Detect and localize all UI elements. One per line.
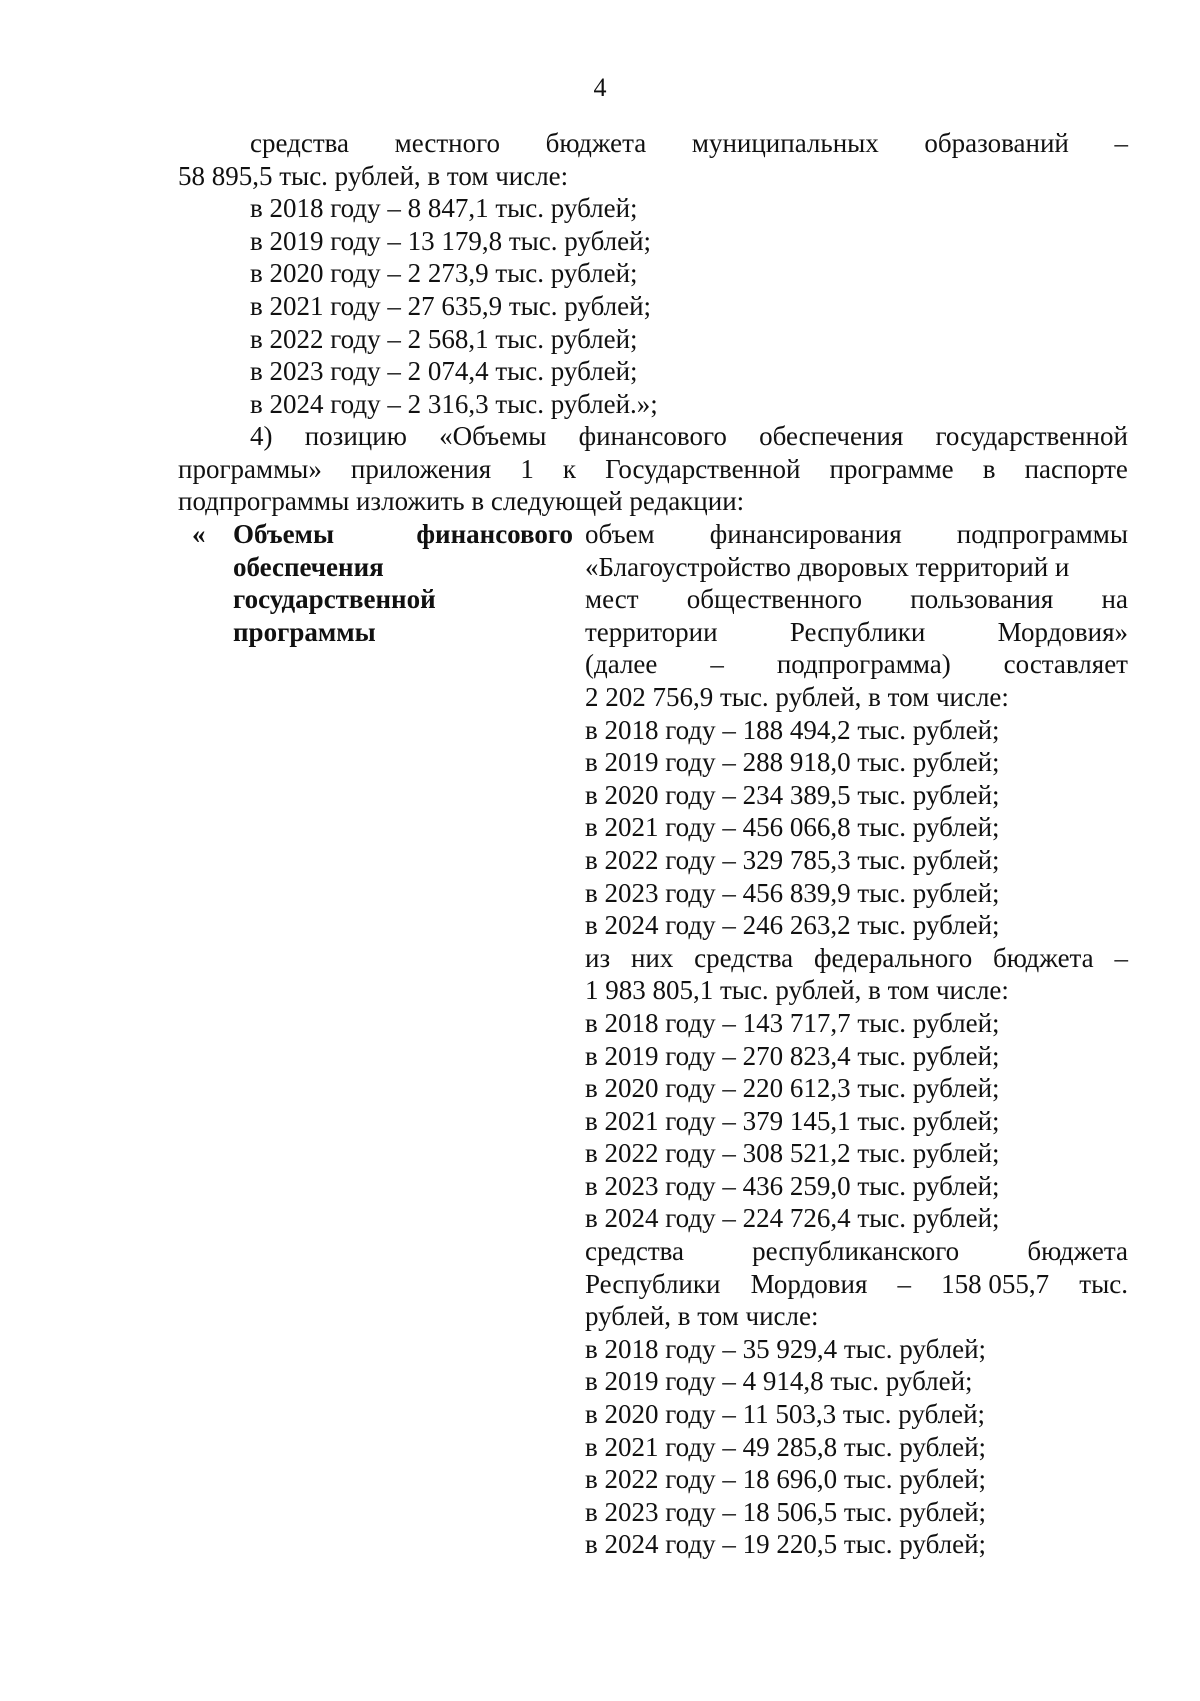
justified-line (233, 518, 573, 551)
word: финансирования (709, 519, 902, 549)
word: объем (585, 519, 655, 549)
text-line: обеспечения (233, 551, 384, 582)
justified-line (585, 583, 1128, 616)
word: программы» (178, 453, 322, 484)
opening-quote: « (192, 519, 206, 549)
word: средства (694, 942, 794, 973)
text-line: в 2019 году – 288 918,0 тыс. рублей; (585, 747, 1000, 778)
word: паспорте (1024, 453, 1128, 484)
text-line: в 2023 году – 18 506,5 тыс. рублей; (585, 1496, 987, 1527)
text-line: 2 202 756,9 тыс. рублей, в том числе: (585, 681, 1009, 712)
word: Мордовия» (997, 616, 1128, 647)
justified-line (585, 1268, 1128, 1301)
word: «Объемы (439, 421, 547, 451)
text-line: в 2020 году – 234 389,5 тыс. рублей; (585, 779, 1000, 810)
year-line: в 2022 году – 2 568,1 тыс. рублей; (250, 323, 638, 354)
page-number: 4 (593, 73, 607, 102)
word: позицию (304, 421, 407, 451)
text-line: в 2018 году – 35 929,4 тыс. рублей; (585, 1333, 987, 1364)
word: к (562, 453, 577, 484)
word: Государственной (605, 453, 801, 484)
word: Республики (789, 616, 926, 647)
word: средства (250, 128, 350, 158)
word: финансового (578, 421, 727, 451)
text-line: в 2022 году – 308 521,2 тыс. рублей; (585, 1138, 1000, 1169)
text-line: государственной (233, 584, 436, 615)
text-line: программы (233, 616, 376, 647)
item-4-paragraph (178, 420, 1128, 518)
word: тыс. (1079, 1268, 1128, 1299)
text-line: в 2021 году – 456 066,8 тыс. рублей; (585, 812, 1000, 843)
word: в (982, 453, 996, 484)
word: Республики (585, 1268, 721, 1299)
year-line: в 2018 году – 8 847,1 тыс. рублей; (250, 193, 638, 224)
row-label-cell (233, 518, 573, 648)
word: составляет (1003, 649, 1128, 680)
justified-line (585, 942, 1128, 975)
word: – (1114, 942, 1128, 973)
word: бюджета (1027, 1236, 1128, 1267)
intro-paragraph (178, 127, 1128, 420)
text-line: «Благоустройство дворовых территорий и (585, 551, 1070, 582)
year-line: в 2023 году – 2 074,4 тыс. рублей; (250, 356, 638, 387)
word: финансового (416, 519, 573, 549)
word: на (1101, 584, 1128, 615)
text-line: в 2019 году – 4 914,8 тыс. рублей; (585, 1366, 973, 1397)
justified-line (585, 518, 1128, 551)
text-line: рублей, в том числе: (585, 1301, 819, 1332)
word: муниципальных (691, 128, 879, 158)
text-line: в 2022 году – 18 696,0 тыс. рублей; (585, 1464, 987, 1495)
text-line: в 2018 году – 143 717,7 тыс. рублей; (585, 1007, 1000, 1038)
justified-line (585, 1235, 1128, 1268)
text-line: в 2022 году – 329 785,3 тыс. рублей; (585, 844, 1000, 875)
text-line: в 2018 году – 188 494,2 тыс. рублей; (585, 714, 1000, 745)
word: образований (924, 128, 1069, 158)
word: территории (585, 616, 718, 647)
word: 1 (520, 453, 534, 484)
word: – (710, 649, 724, 680)
text-line: в 2020 году – 11 503,3 тыс. рублей; (585, 1399, 986, 1430)
item-4-line-1 (178, 420, 1128, 453)
word: обеспечения (759, 421, 904, 451)
word: бюджета (993, 942, 1094, 973)
word: федерального (813, 942, 973, 973)
text-line: в 2021 году – 49 285,8 тыс. рублей; (585, 1431, 987, 1462)
word: республиканского (752, 1236, 960, 1267)
word: – (897, 1268, 912, 1299)
text-line: 1 983 805,1 тыс. рублей, в том числе: (585, 975, 1009, 1006)
word: них (630, 942, 674, 973)
text-line: в 2023 году – 456 839,9 тыс. рублей; (585, 877, 1000, 908)
word: мест (585, 584, 639, 615)
word: подпрограммы (956, 519, 1128, 549)
word: 4) (250, 421, 273, 451)
text-line: в 2023 году – 436 259,0 тыс. рублей; (585, 1170, 1000, 1201)
justified-line (585, 648, 1128, 681)
text-line: в 2021 году – 379 145,1 тыс. рублей; (585, 1105, 1000, 1136)
word: Мордовия (750, 1268, 868, 1299)
justified-line (585, 616, 1128, 649)
row-value-cell (585, 518, 1128, 1561)
word: бюджета (545, 128, 647, 158)
word: Объемы (233, 519, 335, 549)
word: (далее (585, 649, 658, 680)
item-4-line-3: подпрограммы изложить в следующей редакции: (178, 486, 745, 517)
word: общественного (686, 584, 863, 615)
word: пользования (910, 584, 1054, 615)
item-4-line-2 (178, 453, 1128, 486)
word: государственной (935, 421, 1128, 451)
year-line: в 2019 году – 13 179,8 тыс. рублей; (250, 225, 652, 256)
text-line: в 2019 году – 270 823,4 тыс. рублей; (585, 1040, 1000, 1071)
word: программе (829, 453, 954, 484)
text-line: в 2020 году – 220 612,3 тыс. рублей; (585, 1073, 1000, 1104)
text-line: в 2024 году – 246 263,2 тыс. рублей; (585, 910, 1000, 941)
year-line: в 2021 году – 27 635,9 тыс. рублей; (250, 290, 652, 321)
word: приложения (350, 453, 492, 484)
text-line: в 2024 году – 19 220,5 тыс. рублей; (585, 1529, 987, 1560)
word: средства (585, 1236, 685, 1267)
word: местного (394, 128, 500, 158)
intro-line-1 (178, 127, 1128, 160)
word: 158 055,7 (941, 1268, 1050, 1299)
text-line: в 2024 году – 224 726,4 тыс. рублей; (585, 1203, 1000, 1234)
word: – (1114, 128, 1128, 158)
intro-line-2: 58 895,5 тыс. рублей, в том числе: (178, 160, 569, 191)
year-line: в 2024 году – 2 316,3 тыс. рублей.»; (250, 388, 658, 419)
word: подпрограмма) (776, 649, 951, 680)
year-line: в 2020 году – 2 273,9 тыс. рублей; (250, 258, 638, 289)
word: из (585, 942, 611, 973)
